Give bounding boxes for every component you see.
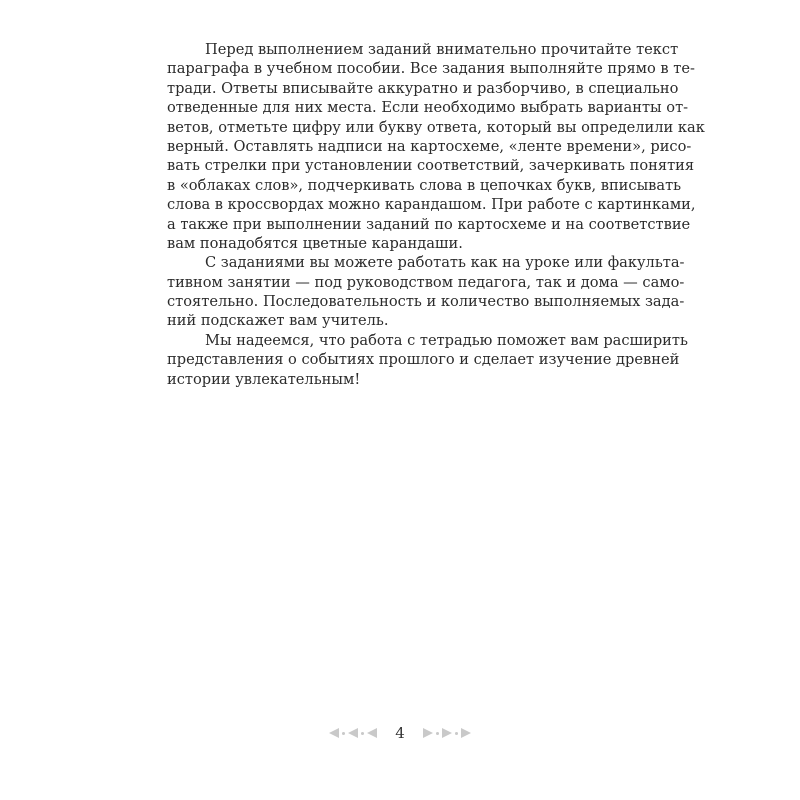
text-line: в «облаках слов», подчеркивать слова в цепочках букв, вписывать [167,176,682,194]
dot-icon [436,732,439,735]
page-number: 4 [395,724,405,742]
text-line: слова в кроссвордах можно карандашом. При работе с картинками, [167,196,696,214]
text-line: ветов, отметьте цифру или букву ответа, который вы определили как [167,118,705,136]
triangle-left-icon [367,728,377,738]
dot-icon [455,732,458,735]
text-line: ний подскажет вам учитель. [167,312,389,330]
triangle-left-icon [329,728,339,738]
body-text [167,40,705,389]
text-line: вать стрелки при установлении соответствий, зачеркивать понятия [167,157,695,175]
text-line: параграфа в учебном пособии. Все задания выполняйте прямо в те- [167,60,695,78]
text-line: тивном занятии — под руководством педагога, так и дома — само- [167,273,685,291]
paragraph-work-modes [167,253,685,331]
text-line: истории увлекательным! [167,370,361,388]
triangle-right-icon [423,728,433,738]
text-line: отведенные для них места. Если необходимо выбрать варианты от- [167,99,689,117]
page-footer [0,722,800,744]
text-line: Перед выполнением заданий внимательно прочитайте текст [205,41,679,58]
triangle-left-icon [348,728,358,738]
dot-icon [361,732,364,735]
triangle-right-icon [461,728,471,738]
text-line: вам понадобятся цветные карандаши. [167,234,463,252]
triangle-right-icon [442,728,452,738]
text-line: тради. Ответы вписывайте аккуратно и разборчиво, в специально [167,79,679,97]
text-line: представления о событиях прошлого и сделает изучение древней [167,351,680,369]
dot-icon [342,732,345,735]
text-line: а также при выполнении заданий по картосхеме и на соответствие [167,215,691,233]
text-line: С заданиями вы можете работать как на уроке или факульта- [205,254,685,272]
text-line: Мы надеемся, что работа с тетрадью поможет вам расширить [205,331,688,349]
text-line: верный. Оставлять надписи на картосхеме, «ленте времени», рисо- [167,137,692,155]
triangle-left-ornament-icon [329,728,377,738]
paragraph-instructions [167,40,705,253]
triangle-right-ornament-icon [423,728,471,738]
text-line: стоятельно. Последовательность и количество выполняемых зада- [167,293,685,311]
paragraph-closing [167,331,688,389]
